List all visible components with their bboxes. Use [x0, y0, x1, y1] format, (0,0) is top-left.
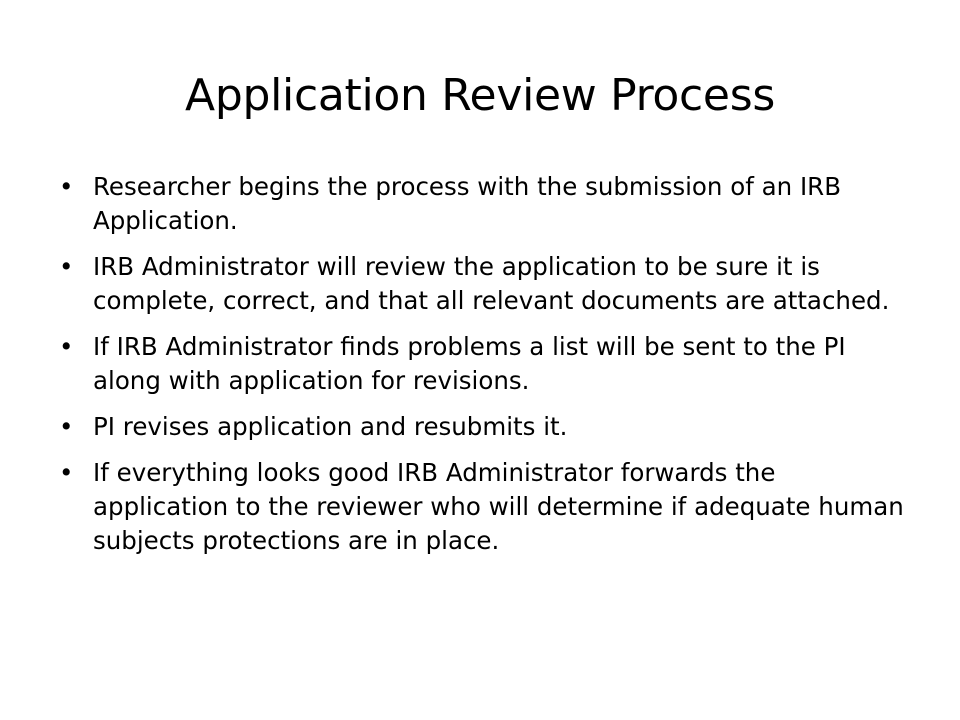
list-item [57, 330, 907, 398]
bullet-icon: • [59, 458, 74, 487]
bullet-icon: • [59, 412, 74, 441]
bullet-list [57, 170, 907, 570]
list-item [57, 410, 907, 444]
bullet-icon: • [59, 252, 74, 281]
bullet-text: IRB Administrator will review the application to be sure it is complete, correct, and that all relevant documents are attached. [93, 252, 890, 315]
list-item [57, 456, 907, 558]
bullet-text: If IRB Administrator finds problems a list will be sent to the PI along with application for revisions. [93, 332, 846, 395]
bullet-icon: • [59, 172, 74, 201]
slide-title: Application Review Process [185, 70, 775, 121]
bullet-text: PI revises application and resubmits it. [93, 412, 568, 441]
list-item [57, 170, 907, 238]
bullet-icon: • [59, 332, 74, 361]
list-item [57, 250, 907, 318]
bullet-text: Researcher begins the process with the submission of an IRB Application. [93, 172, 842, 235]
bullet-text: If everything looks good IRB Administrator forwards the application to the reviewer who will determine if adequate human subjects protections are in place. [93, 458, 904, 555]
